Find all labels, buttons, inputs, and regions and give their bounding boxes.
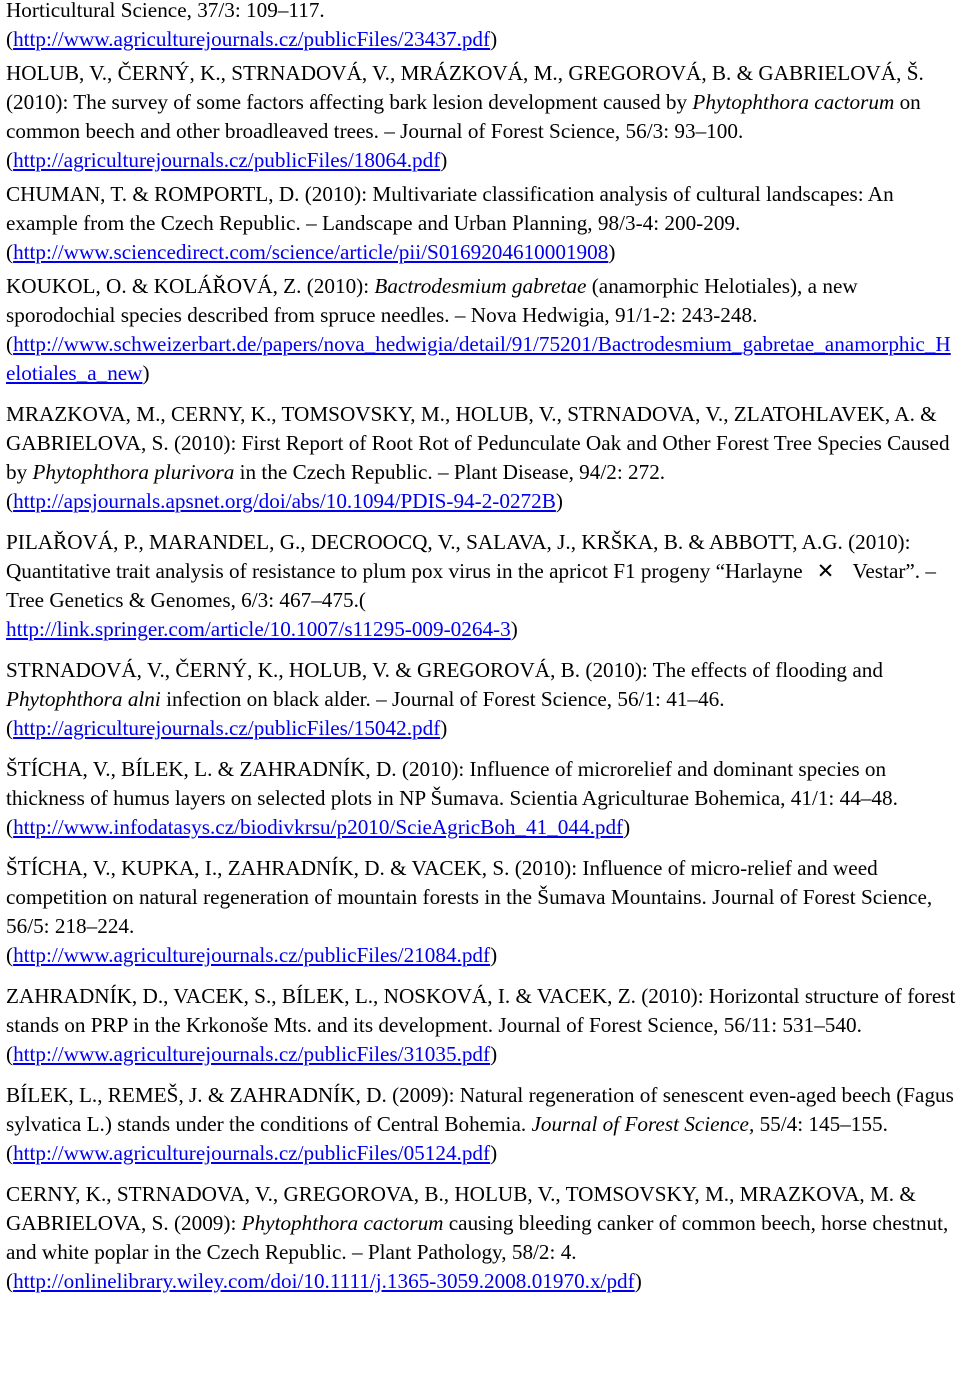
reference-authors: PILAŘOVÁ, P., MARANDEL, G., DECROOCQ, V., SALAVA, J., KRŠKA, B. & ABBOTT, A.G. — [6, 530, 843, 554]
species-name: Bactrodesmium gabretae — [374, 274, 587, 298]
reference-authors: MRAZKOVA, M., CERNY, K., TOMSOVSKY, M., HOLUB, V., STRNADOVA, V., ZLATOHLAVEK, A. & GABRIELOVA, S. — [6, 402, 937, 455]
reference-link[interactable]: http://www.agriculturejournals.cz/publicFiles/31035.pdf — [13, 1042, 491, 1066]
journal-info: – Plant Disease, 94/2: 272. — [437, 460, 666, 484]
reference-link[interactable]: http://www.agriculturejournals.cz/publicFiles/21084.pdf — [13, 943, 491, 967]
species-name: Phytophthora cactorum — [241, 1211, 444, 1235]
reference-title: (2010): First Report of Root Rot of Pedunculate Oak and Other Forest Tree Species Caused by — [6, 431, 950, 484]
reference-title-cont: Vestar”. — [852, 559, 921, 583]
reference-link[interactable]: http://www.agriculturejournals.cz/publicFiles/05124.pdf — [13, 1141, 491, 1165]
reference-title: (2010): The effects of flooding and — [585, 658, 883, 682]
journal-info: Scientia Agriculturae Bohemica, 41/1: 44–48. — [509, 786, 898, 810]
journal-info: – Tree Genetics & Genomes, 6/3: 467–475. — [6, 559, 936, 612]
reference-title: (2010): Multivariate classification analysis of cultural landscapes: An example from the Czech Republic. — [6, 182, 894, 235]
reference-authors: BÍLEK, L., REMEŠ, J. & ZAHRADNÍK, D. — [6, 1083, 387, 1107]
species-name: Phytophthora cactorum — [692, 90, 895, 114]
reference-authors: STRNADOVÁ, V., ČERNÝ, K., HOLUB, V. & GREGOROVÁ, B. — [6, 658, 581, 682]
journal-info: – Nova Hedwigia, 91/1-2: 243-248. — [454, 303, 758, 327]
reference-authors: CHUMAN, T. & ROMPORTL, D. — [6, 182, 300, 206]
reference-title: (2009): Natural regeneration of senescent even-aged beech (Fagus sylvatica L.) stands under the conditions of Central Bohemia. — [6, 1083, 954, 1136]
reference-entry: MRAZKOVA, M., CERNY, K., TOMSOVSKY, M., HOLUB, V., STRNADOVA, V., ZLATOHLAVEK, A. & GABRIELOVA, S. (2010): First Report of Root Rot of Pedunculate Oak and Other Forest Tree Species Caused by Phytophthora plurivora in the Czech Republic. – Plant Disease, 94/2: 272. (http://apsjournals.apsnet.org/doi/abs/10.1094/PDIS-94-2-0272B) — [6, 402, 950, 513]
reference-link[interactable]: http://www.sciencedirect.com/science/article/pii/S0169204610001908 — [13, 240, 609, 264]
reference-entry: ŠTÍCHA, V., BÍLEK, L. & ZAHRADNÍK, D. (2010): Influence of microrelief and dominant species on thickness of humus layers on selected plots in NP Šumava. Scientia Agriculturae Bohemica, 41/1: 44–48. (http://www.infodatasys.cz/biodivkrsu/p2010/ScieAgricBoh_41_044.pdf) — [6, 757, 898, 839]
reference-title: (2010): Quantitative trait analysis of resistance to plum pox virus in the apricot F1 progeny “Harlayne — [6, 530, 911, 583]
reference-entry: ŠTÍCHA, V., KUPKA, I., ZAHRADNÍK, D. & VACEK, S. (2010): Influence of micro-relief and weed competition on natural regeneration of mountain forests in the Šumava Mountains. Journal of Forest Science, 56/5: 218–224. (http://www.agriculturejournals.cz/publicFiles/21084.pdf) — [6, 856, 933, 967]
journal-info: Journal of Forest Science, 56/5: 218–224. — [6, 885, 933, 938]
reference-entry — [6, 0, 958, 54]
species-name: Phytophthora plurivora — [32, 460, 235, 484]
journal-name: Journal of Forest Science, — [531, 1112, 755, 1136]
reference-entry: CERNY, K., STRNADOVA, V., GREGOROVA, B., HOLUB, V., TOMSOVSKY, M., MRAZKOVA, M. & GABRIELOVA, S. (2009): Phytophthora cactorum causing bleeding canker of common beech, horse chestnut, and white poplar in the Czech Republic. – Plant Pathology, 58/2: 4. (http://onlinelibrary.wiley.com/doi/10.1111/j.1365-3059.2008.01970.x/pdf) — [6, 1182, 949, 1293]
reference-entry: CHUMAN, T. & ROMPORTL, D. (2010): Multivariate classification analysis of cultural landscapes: An example from the Czech Republic. – Landscape and Urban Planning, 98/3-4: 200-209. (http://www.sciencedirect.com/science/article/pii/S0169204610001908) — [6, 182, 894, 264]
reference-link[interactable]: http://onlinelibrary.wiley.com/doi/10.1111/j.1365-3059.2008.01970.x/pdf — [13, 1269, 635, 1293]
open-paren: ( — [6, 27, 14, 51]
journal-info: – Plant Pathology, 58/2: 4. — [351, 1240, 577, 1264]
reference-title-cont: causing bleeding canker of common beech, horse chestnut, and white poplar in the Czech Republic. — [6, 1211, 949, 1264]
reference-link[interactable]: http://link.springer.com/article/10.1007/s11295-009-0264-3 — [6, 617, 511, 641]
reference-authors: ŠTÍCHA, V., KUPKA, I., ZAHRADNÍK, D. & VACEK, S. — [6, 856, 510, 880]
journal-info: – Landscape and Urban Planning, 98/3-4: 200-209. — [306, 211, 741, 235]
cross-symbol: ✕ — [816, 559, 835, 583]
reference-authors: HOLUB, V., ČERNÝ, K., STRNADOVÁ, V., MRÁZKOVÁ, M., GREGOROVÁ, B. & GABRIELOVÁ, Š. — [6, 61, 924, 85]
reference-link[interactable]: http://www.agriculturejournals.cz/publicFiles/23437.pdf — [13, 27, 491, 51]
reference-link[interactable]: http://agriculturejournals.cz/publicFiles/15042.pdf — [13, 716, 441, 740]
reference-title: (2010): Influence of micro-relief and weed competition on natural regeneration of mountain forests in the Šumava Mountains. — [6, 856, 878, 909]
reference-entry: ZAHRADNÍK, D., VACEK, S., BÍLEK, L., NOSKOVÁ, I. & VACEK, Z. (2010): Horizontal structure of forest stands on PRP in the Krkonoše Mts. and its development. Journal of Forest Science, 56/11: 531–540. (http://www.agriculturejournals.cz/publicFiles/31035.pdf) — [6, 984, 956, 1066]
reference-title-cont: (anamorphic Helotiales), a new sporodochial species described from spruce needles. — [6, 274, 858, 327]
journal-info: Horticultural Science, 37/3: 109–117. — [6, 0, 325, 22]
reference-title: (2010): — [306, 274, 370, 298]
reference-title: (2010): The survey of some factors affecting bark lesion development caused by — [6, 90, 688, 114]
journal-info: 55/4: 145–155. — [759, 1112, 888, 1136]
journal-info: – Journal of Forest Science, 56/3: 93–100. — [384, 119, 744, 143]
journal-info: Journal of Forest Science, 56/11: 531–540. — [498, 1013, 862, 1037]
reference-authors: ŠTÍCHA, V., BÍLEK, L. & ZAHRADNÍK, D. — [6, 757, 397, 781]
reference-link[interactable]: http://agriculturejournals.cz/publicFiles/18064.pdf — [13, 148, 441, 172]
journal-info: – Journal of Forest Science, 56/1: 41–46. — [376, 687, 725, 711]
reference-link[interactable]: http://apsjournals.apsnet.org/doi/abs/10.1094/PDIS-94-2-0272B — [13, 489, 556, 513]
reference-entry: BÍLEK, L., REMEŠ, J. & ZAHRADNÍK, D. (2009): Natural regeneration of senescent even-aged beech (Fagus sylvatica L.) stands under the conditions of Central Bohemia. Journal of Forest Science, 55/4: 145–155. (http://www.agriculturejournals.cz/publicFiles/05124.pdf) — [6, 1083, 954, 1165]
species-name: Phytophthora alni — [6, 687, 161, 711]
reference-authors: ZAHRADNÍK, D., VACEK, S., BÍLEK, L., NOSKOVÁ, I. & VACEK, Z. — [6, 984, 636, 1008]
reference-entry: KOUKOL, O. & KOLÁŘOVÁ, Z. (2010): Bactrodesmium gabretae (anamorphic Helotiales), a new sporodochial species described from spruce needles. – Nova Hedwigia, 91/1-2: 243-248.(http://www.schweizerbart.de/papers/nova_hedwigia/detail/91/75201/Bactrodesmium_gabretae_anamorphic_Helotiales_a_new) — [6, 274, 951, 385]
reference-title-cont: in the Czech Republic. — [239, 460, 433, 484]
close-paren: ) — [490, 27, 498, 51]
reference-entry: STRNADOVÁ, V., ČERNÝ, K., HOLUB, V. & GREGOROVÁ, B. (2010): The effects of flooding and Phytophthora alni infection on black alder. – Journal of Forest Science, 56/1: 41–46. (http://agriculturejournals.cz/publicFiles/15042.pdf) — [6, 658, 883, 740]
reference-authors: CERNY, K., STRNADOVA, V., GREGOROVA, B., HOLUB, V., TOMSOVSKY, M., MRAZKOVA, M. & GABRIELOVA, S. — [6, 1182, 916, 1235]
reference-list — [6, 0, 958, 1308]
reference-title: (2010): Influence of microrelief and dominant species on thickness of humus layers on selected plots in NP Šumava. — [6, 757, 887, 810]
reference-link[interactable]: http://www.infodatasys.cz/biodivkrsu/p2010/ScieAgricBoh_41_044.pdf — [13, 815, 624, 839]
reference-authors: KOUKOL, O. & KOLÁŘOVÁ, Z. — [6, 274, 302, 298]
reference-entry: PILAŘOVÁ, P., MARANDEL, G., DECROOCQ, V., SALAVA, J., KRŠKA, B. & ABBOTT, A.G. (2010): Quantitative trait analysis of resistance to plum pox virus in the apricot F1 progeny “Harlayne ✕ Vestar”. – Tree Genetics & Genomes, 6/3: 467–475.( http://link.springer.com/article/10.1007/s11295-009-0264-3) — [6, 530, 936, 641]
reference-title: (2009): — [173, 1211, 237, 1235]
reference-title: (2010): Horizontal structure of forest stands on PRP in the Krkonoše Mts. and its development. — [6, 984, 956, 1037]
reference-title-cont: infection on black alder. — [166, 687, 371, 711]
reference-title-cont: on common beech and other broadleaved trees. — [6, 90, 921, 143]
reference-entry: HOLUB, V., ČERNÝ, K., STRNADOVÁ, V., MRÁZKOVÁ, M., GREGOROVÁ, B. & GABRIELOVÁ, Š. (2010): The survey of some factors affecting bark lesion development caused by Phytophthora cactorum on common beech and other broadleaved trees. – Journal of Forest Science, 56/3: 93–100. (http://agriculturejournals.cz/publicFiles/18064.pdf) — [6, 61, 924, 172]
reference-link[interactable]: http://www.schweizerbart.de/papers/nova_hedwigia/detail/91/75201/Bactrodesmium_gabretae_anamorphic_Helotiales_a_new — [6, 332, 951, 385]
